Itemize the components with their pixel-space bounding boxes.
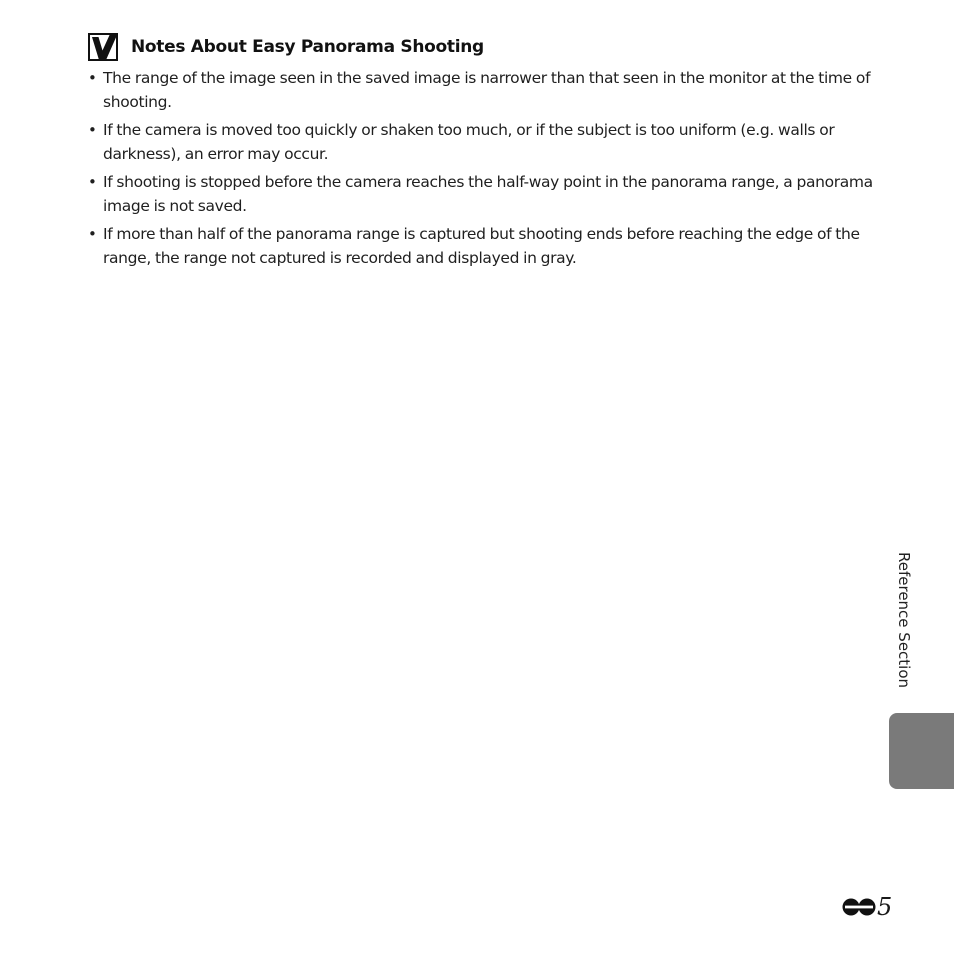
list-item [88, 66, 878, 114]
section-tab [889, 713, 954, 789]
bullet-icon: • [88, 69, 97, 87]
list-item [88, 118, 878, 166]
bullet-text: If the camera is moved too quickly or shaken too much, or if the subject is too uniform (e.g. walls or darkness), an error may occur. [103, 121, 835, 163]
list-item [88, 170, 878, 218]
note-title: Notes About Easy Panorama Shooting [131, 37, 484, 57]
bullet-icon: • [88, 173, 97, 191]
page-number-text: 5 [877, 893, 893, 921]
note-header [88, 33, 484, 61]
reference-section-icon [842, 897, 876, 917]
list-item [88, 222, 878, 270]
bullet-text: If shooting is stopped before the camera reaches the half-way point in the panorama range, a panorama image is not saved. [103, 173, 873, 215]
bullet-text: The range of the image seen in the saved image is narrower than that seen in the monitor at the time of shooting. [103, 69, 871, 111]
bullet-icon: • [88, 225, 97, 243]
page-number [842, 894, 892, 920]
note-bullet-list [88, 66, 878, 274]
bullet-icon: • [88, 121, 97, 139]
check-note-icon [88, 33, 118, 61]
bullet-text: If more than half of the panorama range is captured but shooting ends before reaching the edge of the range, the range not captured is recorded and displayed in gray. [103, 225, 860, 267]
section-side-label: Reference Section [895, 552, 913, 689]
